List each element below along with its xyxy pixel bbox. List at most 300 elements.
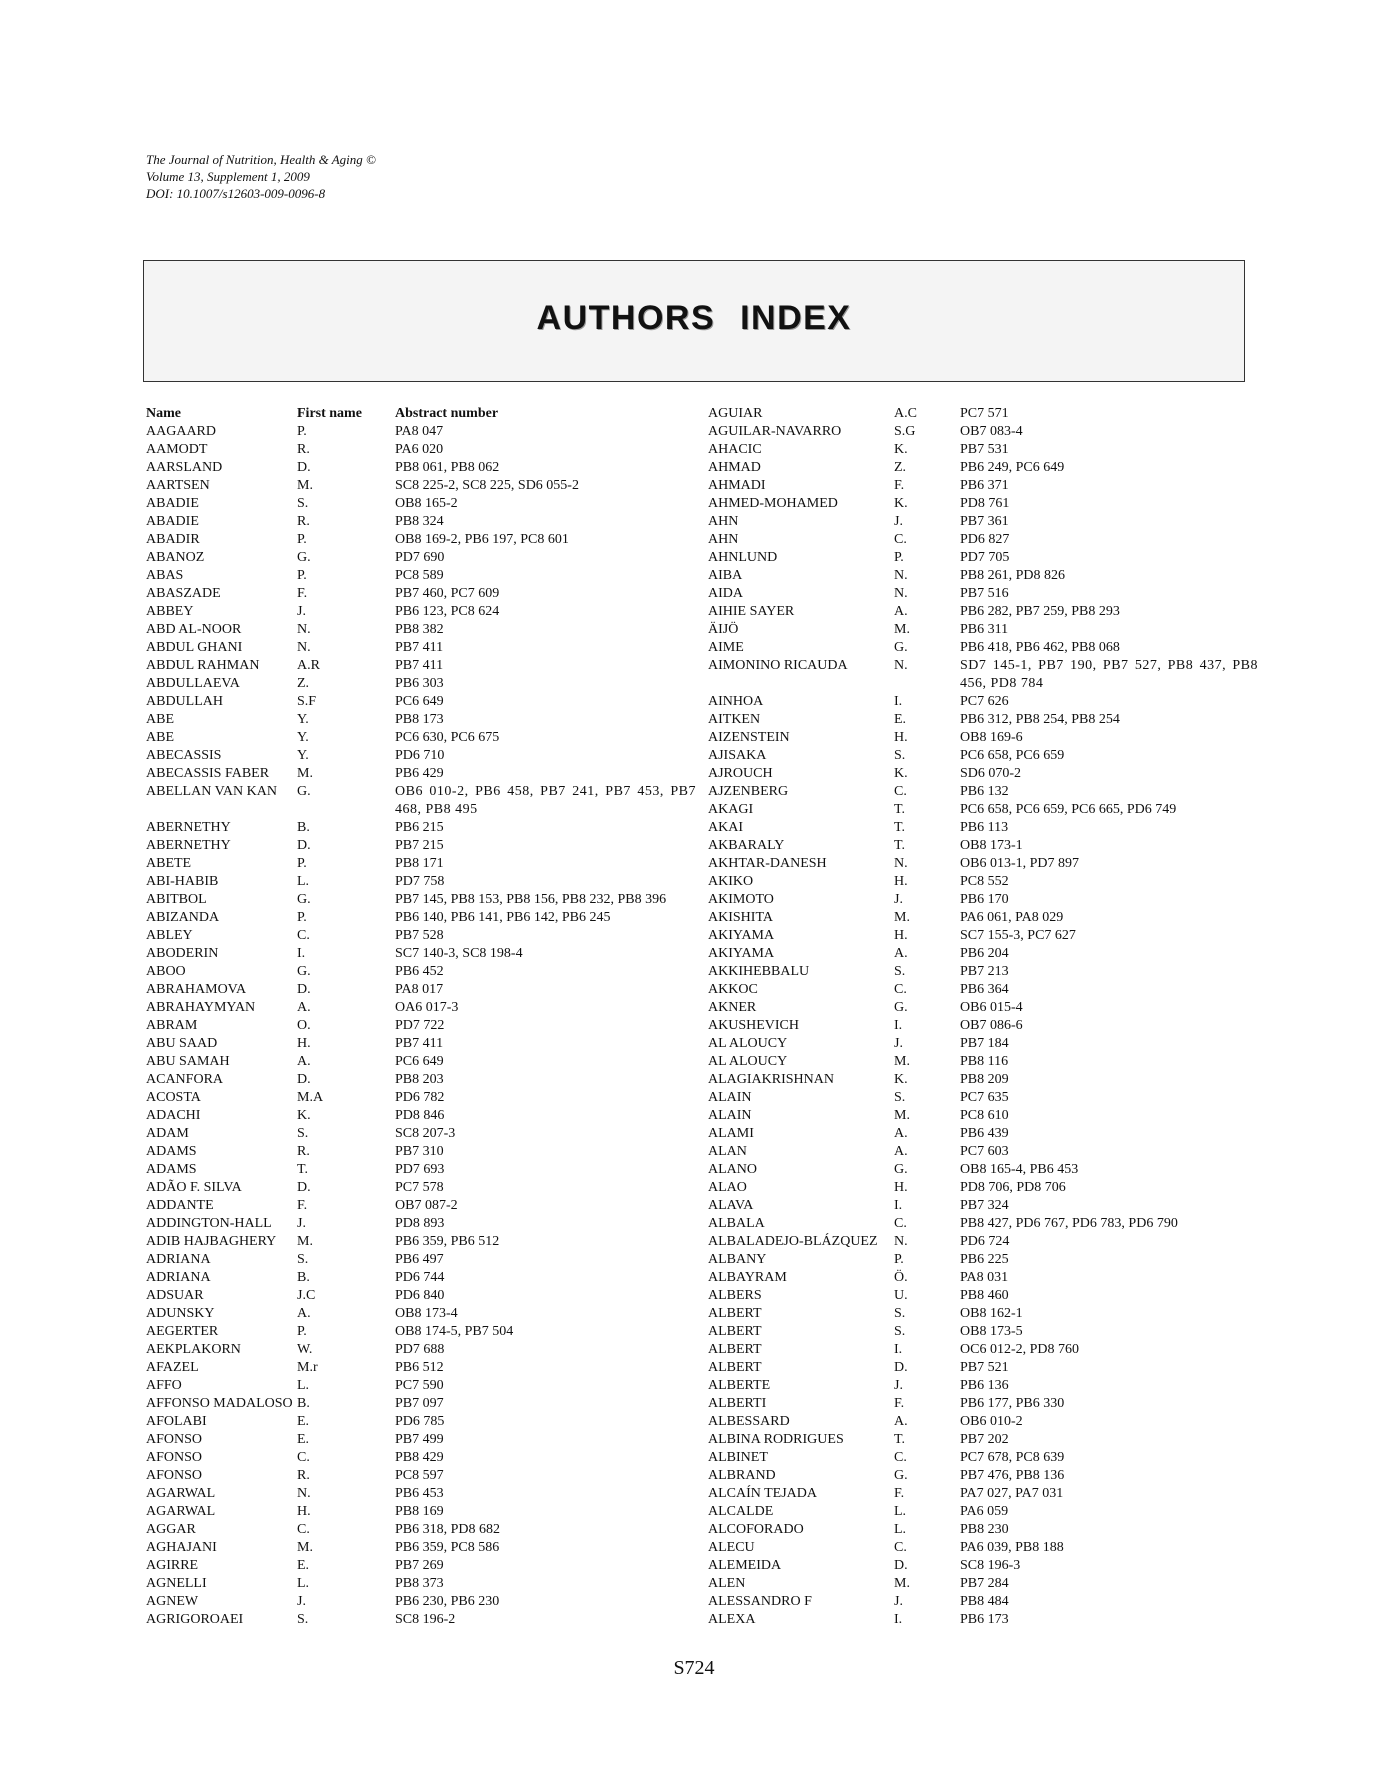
index-entry-row	[146, 657, 696, 675]
author-surname: AHN	[708, 532, 739, 547]
author-initial: A.	[894, 1414, 908, 1429]
abstract-numbers: PB7 202	[960, 1432, 1009, 1447]
abstract-numbers: OB6 010-2, PB6 458, PB7 241, PB7 453, PB7 468, PB8 495	[395, 784, 696, 817]
index-entry-row	[708, 549, 1258, 567]
author-initial: S.	[894, 964, 906, 979]
author-initial: T.	[894, 838, 906, 853]
author-initial: T.	[894, 1432, 906, 1447]
author-initial: I.	[894, 1612, 903, 1627]
author-initial: J.C	[297, 1288, 316, 1303]
author-surname: ABBEY	[146, 604, 194, 619]
author-surname: ALCALDE	[708, 1504, 774, 1519]
header-name: Name	[146, 406, 181, 421]
author-surname: ABOO	[146, 964, 186, 979]
index-entry-row	[708, 1053, 1258, 1071]
author-surname: ADDINGTON-HALL	[146, 1216, 272, 1231]
author-initial: J.	[297, 1594, 306, 1609]
author-initial: A.	[894, 604, 908, 619]
index-entry-row	[146, 1215, 696, 1233]
author-initial: A.	[894, 946, 908, 961]
author-initial: A.	[894, 1144, 908, 1159]
author-initial: N.	[894, 586, 908, 601]
author-initial: L.	[297, 1378, 310, 1393]
index-entry-row	[708, 405, 1258, 423]
abstract-numbers: PB8 429	[395, 1450, 444, 1465]
author-surname: ADAMS	[146, 1144, 197, 1159]
author-initial: M.	[297, 1234, 313, 1249]
abstract-numbers: PD6 782	[395, 1090, 445, 1105]
abstract-numbers: PB7 528	[395, 928, 444, 943]
abstract-numbers: PB6 173	[960, 1612, 1009, 1627]
author-surname: ALAO	[708, 1180, 747, 1195]
abstract-numbers: PB7 460, PC7 609	[395, 586, 500, 601]
abstract-numbers: PD7 705	[960, 550, 1010, 565]
index-entry-row	[708, 1575, 1258, 1593]
index-entry-row	[146, 1071, 696, 1089]
author-initial: P.	[297, 1324, 307, 1339]
author-surname: ALBALA	[708, 1216, 765, 1231]
abstract-numbers: OA6 017-3	[395, 1000, 459, 1015]
author-initial: M.	[894, 1108, 910, 1123]
author-initial: L.	[297, 874, 310, 889]
author-surname: AGGAR	[146, 1522, 196, 1537]
author-initial: P.	[894, 550, 904, 565]
author-initial: I.	[297, 946, 306, 961]
author-initial: C.	[894, 1216, 907, 1231]
index-entry-row	[146, 1017, 696, 1035]
author-surname: ALANO	[708, 1162, 757, 1177]
journal-citation	[146, 151, 376, 202]
author-surname: ABRAHAYMYAN	[146, 1000, 256, 1015]
author-surname: AGUIAR	[708, 406, 763, 421]
abstract-numbers: PB8 230	[960, 1522, 1009, 1537]
index-entry-row	[146, 675, 696, 693]
author-initial: C.	[894, 1450, 907, 1465]
abstract-numbers: PD7 758	[395, 874, 445, 889]
author-initial: F.	[894, 1396, 905, 1411]
index-entry-row	[146, 1359, 696, 1377]
author-surname: AFOLABI	[146, 1414, 207, 1429]
author-surname: AIMONINO RICAUDA	[708, 658, 848, 673]
abstract-numbers: PA6 020	[395, 442, 444, 457]
author-initial: H.	[894, 730, 908, 745]
index-entry-row	[146, 441, 696, 459]
index-entry-row	[708, 495, 1258, 513]
abstract-numbers: PB7 411	[395, 640, 444, 655]
author-initial: F.	[894, 1486, 905, 1501]
index-entry-row	[708, 1089, 1258, 1107]
author-surname: AAGAARD	[146, 424, 216, 439]
author-surname: ADRIANA	[146, 1270, 211, 1285]
index-entry-row	[146, 1197, 696, 1215]
abstract-numbers: SC8 225-2, SC8 225, SD6 055-2	[395, 478, 579, 493]
author-initial: D.	[297, 1072, 311, 1087]
author-surname: ABERNETHY	[146, 820, 231, 835]
author-surname: ALECU	[708, 1540, 755, 1555]
abstract-numbers: PB8 382	[395, 622, 444, 637]
index-column-right	[708, 405, 1258, 1629]
author-initial: S.	[894, 1090, 906, 1105]
author-surname: ALEMEIDA	[708, 1558, 782, 1573]
author-initial: Ö.	[894, 1270, 908, 1285]
abstract-numbers: PB6 303	[395, 676, 444, 691]
index-entry-row	[708, 567, 1258, 585]
author-surname: ABANOZ	[146, 550, 205, 565]
index-entry-row	[146, 639, 696, 657]
abstract-numbers: PB8 173	[395, 712, 444, 727]
author-surname: AKKIHEBBALU	[708, 964, 810, 979]
index-entry-row	[708, 531, 1258, 549]
author-initial: H.	[894, 1180, 908, 1195]
author-initial: F.	[297, 586, 308, 601]
index-entry-row	[708, 639, 1258, 657]
abstract-numbers: PB7 213	[960, 964, 1009, 979]
author-initial: J.	[297, 1216, 306, 1231]
author-initial: G.	[297, 550, 311, 565]
abstract-numbers: PB8 324	[395, 514, 444, 529]
author-surname: ALAMI	[708, 1126, 754, 1141]
journal-doi-line: DOI: 10.1007/s12603-009-0096-8	[146, 186, 326, 201]
index-entry-row	[708, 855, 1258, 873]
author-initial: A.R	[297, 658, 320, 673]
abstract-numbers: PB6 215	[395, 820, 444, 835]
author-surname: AARTSEN	[146, 478, 210, 493]
author-surname: ABODERIN	[146, 946, 219, 961]
author-initial: I.	[894, 694, 903, 709]
author-surname: ADRIANA	[146, 1252, 211, 1267]
author-surname: AKUSHEVICH	[708, 1018, 799, 1033]
abstract-numbers: PC6 658, PC6 659, PC6 665, PD6 749	[960, 802, 1177, 817]
abstract-numbers: PB7 310	[395, 1144, 444, 1159]
index-entry-row	[708, 1035, 1258, 1053]
author-surname: ADUNSKY	[146, 1306, 215, 1321]
author-surname: AGARWAL	[146, 1504, 216, 1519]
journal-title-line: The Journal of Nutrition, Health & Aging ©	[146, 152, 376, 167]
index-entry-row	[146, 1287, 696, 1305]
abstract-numbers: PD6 827	[960, 532, 1010, 547]
index-entry-row	[708, 1503, 1258, 1521]
index-entry-row	[708, 1395, 1258, 1413]
index-entry-row	[146, 1593, 696, 1611]
author-initial: A.	[297, 1054, 311, 1069]
author-surname: ADAMS	[146, 1162, 197, 1177]
author-initial: T.	[894, 802, 906, 817]
author-surname: AHNLUND	[708, 550, 778, 565]
index-entry-row	[146, 1125, 696, 1143]
author-initial: M.	[297, 478, 313, 493]
index-entry-row	[146, 1053, 696, 1071]
abstract-numbers: PC8 552	[960, 874, 1009, 889]
index-column-left	[146, 405, 696, 1629]
author-surname: ALBERTE	[708, 1378, 771, 1393]
abstract-numbers: OB8 173-5	[960, 1324, 1023, 1339]
author-initial: K.	[297, 1108, 311, 1123]
author-surname: ABADIR	[146, 532, 200, 547]
author-initial: F.	[894, 478, 905, 493]
abstract-numbers: OB8 162-1	[960, 1306, 1023, 1321]
index-entry-row	[708, 657, 1258, 693]
author-initial: H.	[894, 928, 908, 943]
index-entry-row	[708, 1125, 1258, 1143]
index-entry-row	[708, 729, 1258, 747]
author-initial: B.	[297, 820, 310, 835]
author-surname: ABD AL-NOOR	[146, 622, 242, 637]
index-entry-row	[146, 1557, 696, 1575]
index-entry-row	[708, 1593, 1258, 1611]
index-entry-row	[708, 1071, 1258, 1089]
author-initial: J.	[894, 1036, 903, 1051]
abstract-numbers: PB6 364	[960, 982, 1009, 997]
author-surname: AIZENSTEIN	[708, 730, 790, 745]
index-entry-row	[146, 927, 696, 945]
index-entry-row	[146, 1089, 696, 1107]
author-surname: ABDULLAEVA	[146, 676, 240, 691]
index-entry-row	[708, 1323, 1258, 1341]
abstract-numbers: OB6 010-2	[960, 1414, 1023, 1429]
abstract-numbers: PB6 359, PB6 512	[395, 1234, 500, 1249]
author-surname: ALBINA RODRIGUES	[708, 1432, 844, 1447]
author-initial: S.	[297, 1612, 309, 1627]
abstract-numbers: PB8 171	[395, 856, 444, 871]
author-initial: M.	[894, 1576, 910, 1591]
index-entry-row	[146, 621, 696, 639]
author-surname: AHMAD	[708, 460, 761, 475]
author-initial: Y.	[297, 748, 309, 763]
index-entry-row	[708, 603, 1258, 621]
author-surname: ADAM	[146, 1126, 189, 1141]
author-initial: P.	[297, 532, 307, 547]
index-entry-row	[146, 495, 696, 513]
abstract-numbers: PB8 203	[395, 1072, 444, 1087]
author-initial: M.	[297, 1540, 313, 1555]
author-initial: U.	[894, 1288, 908, 1303]
index-entry-row	[146, 981, 696, 999]
author-surname: ABASZADE	[146, 586, 221, 601]
author-initial: R.	[297, 1144, 310, 1159]
index-entry-row	[708, 1341, 1258, 1359]
author-initial: K.	[894, 442, 908, 457]
author-initial: T.	[297, 1162, 309, 1177]
abstract-numbers: PC8 589	[395, 568, 444, 583]
author-surname: AIHIE SAYER	[708, 604, 795, 619]
index-entry-row	[146, 1431, 696, 1449]
index-entry-row	[708, 999, 1258, 1017]
index-entry-row	[146, 837, 696, 855]
abstract-numbers: PB7 411	[395, 658, 444, 673]
abstract-numbers: OB8 173-4	[395, 1306, 458, 1321]
author-initial: A.C	[894, 406, 917, 421]
author-surname: AGUILAR-NAVARRO	[708, 424, 842, 439]
author-initial: G.	[894, 1000, 908, 1015]
index-entry-row	[146, 477, 696, 495]
abstract-numbers: PB7 284	[960, 1576, 1009, 1591]
abstract-numbers: OB8 173-1	[960, 838, 1023, 853]
author-surname: ALBERT	[708, 1324, 762, 1339]
abstract-numbers: PB6 132	[960, 784, 1009, 799]
author-surname: AHMED-MOHAMED	[708, 496, 838, 511]
author-initial: S.	[297, 496, 309, 511]
abstract-numbers: OB8 174-5, PB7 504	[395, 1324, 514, 1339]
index-entry-row	[708, 1611, 1258, 1629]
index-entry-row	[708, 621, 1258, 639]
author-initial: L.	[894, 1522, 907, 1537]
abstract-numbers: PB8 061, PB8 062	[395, 460, 500, 475]
abstract-numbers: PB6 113	[960, 820, 1009, 835]
index-entry-row	[708, 1161, 1258, 1179]
author-surname: ALBESSARD	[708, 1414, 790, 1429]
index-entry-row	[146, 459, 696, 477]
abstract-numbers: PD6 710	[395, 748, 445, 763]
author-surname: AINHOA	[708, 694, 764, 709]
author-surname: ALAN	[708, 1144, 747, 1159]
author-initial: S.F	[297, 694, 317, 709]
author-initial: G.	[894, 1162, 908, 1177]
author-surname: AKIYAMA	[708, 928, 775, 943]
index-entry-row	[146, 549, 696, 567]
index-entry-row	[146, 1269, 696, 1287]
author-surname: AKBARALY	[708, 838, 785, 853]
abstract-numbers: PD7 693	[395, 1162, 445, 1177]
author-surname: AARSLAND	[146, 460, 223, 475]
author-surname: ABRAM	[146, 1018, 198, 1033]
abstract-numbers: PA6 061, PA8 029	[960, 910, 1064, 925]
author-surname: AKKOC	[708, 982, 758, 997]
abstract-numbers: PC7 590	[395, 1378, 444, 1393]
abstract-numbers: PB8 484	[960, 1594, 1009, 1609]
author-surname: ABU SAMAH	[146, 1054, 230, 1069]
author-initial: O.	[297, 1018, 311, 1033]
author-initial: G.	[894, 1468, 908, 1483]
abstract-numbers: PA6 039, PB8 188	[960, 1540, 1064, 1555]
author-initial: A.	[894, 1126, 908, 1141]
author-initial: I.	[894, 1342, 903, 1357]
author-initial: C.	[297, 1522, 310, 1537]
abstract-numbers: PD7 690	[395, 550, 445, 565]
author-surname: ABAS	[146, 568, 184, 583]
abstract-numbers: PB6 371	[960, 478, 1009, 493]
index-entry-row	[146, 1467, 696, 1485]
author-surname: ABIZANDA	[146, 910, 220, 925]
author-surname: AHACIC	[708, 442, 762, 457]
author-initial: C.	[297, 1450, 310, 1465]
index-entry-row	[708, 1107, 1258, 1125]
index-entry-row	[146, 1035, 696, 1053]
author-surname: ABRAHAMOVA	[146, 982, 247, 997]
author-initial: E.	[297, 1414, 310, 1429]
author-surname: AHMADI	[708, 478, 766, 493]
index-entry-row	[708, 1287, 1258, 1305]
author-surname: ALCAÍN TEJADA	[708, 1486, 818, 1501]
index-entry-row	[708, 1215, 1258, 1233]
author-initial: D.	[297, 838, 311, 853]
author-initial: E.	[894, 712, 907, 727]
abstract-numbers: PB7 361	[960, 514, 1009, 529]
index-entry-row	[708, 1539, 1258, 1557]
index-entry-row	[708, 783, 1258, 801]
abstract-numbers: PC7 635	[960, 1090, 1009, 1105]
author-surname: ALBRAND	[708, 1468, 776, 1483]
author-initial: I.	[894, 1198, 903, 1213]
author-initial: D.	[297, 1180, 311, 1195]
index-entry-row	[146, 1179, 696, 1197]
author-surname: AIME	[708, 640, 744, 655]
author-surname: ALBALADEJO-BLÁZQUEZ	[708, 1234, 878, 1249]
index-entry-row	[146, 999, 696, 1017]
author-surname: AJISAKA	[708, 748, 767, 763]
index-entry-row	[146, 567, 696, 585]
index-entry-row	[708, 711, 1258, 729]
index-entry-row	[708, 963, 1258, 981]
index-entry-row	[146, 1341, 696, 1359]
abstract-numbers: PD8 846	[395, 1108, 445, 1123]
abstract-numbers: PD6 785	[395, 1414, 445, 1429]
abstract-numbers: PB6 123, PC8 624	[395, 604, 500, 619]
author-surname: ADÃO F. SILVA	[146, 1180, 242, 1195]
abstract-numbers: OB8 169-6	[960, 730, 1023, 745]
author-initial: C.	[297, 928, 310, 943]
index-entry-row	[708, 585, 1258, 603]
author-surname: ACANFORA	[146, 1072, 224, 1087]
index-entry-row	[708, 801, 1258, 819]
author-initial: S.G	[894, 424, 916, 439]
index-entry-row	[146, 1539, 696, 1557]
header-first-name: First name	[297, 406, 362, 421]
author-surname: ALAIN	[708, 1108, 752, 1123]
abstract-numbers: PC6 658, PC6 659	[960, 748, 1065, 763]
author-initial: M.	[297, 766, 313, 781]
author-initial: L.	[894, 1504, 907, 1519]
abstract-numbers: SC8 207-3	[395, 1126, 456, 1141]
abstract-numbers: PB6 312, PB8 254, PB8 254	[960, 712, 1120, 727]
abstract-numbers: PD7 722	[395, 1018, 445, 1033]
abstract-numbers: PB8 261, PD8 826	[960, 568, 1066, 583]
author-initial: N.	[297, 640, 311, 655]
author-initial: K.	[894, 1072, 908, 1087]
author-surname: ABI-HABIB	[146, 874, 219, 889]
author-initial: H.	[297, 1504, 311, 1519]
author-initial: M.	[894, 910, 910, 925]
index-entry-row	[146, 1377, 696, 1395]
author-initial: K.	[894, 496, 908, 511]
author-surname: ALAGIAKRISHNAN	[708, 1072, 834, 1087]
abstract-numbers: PB7 521	[960, 1360, 1009, 1375]
author-surname: AGHAJANI	[146, 1540, 217, 1555]
author-initial: D.	[297, 460, 311, 475]
abstract-numbers: PD8 706, PD8 706	[960, 1180, 1066, 1195]
author-surname: AEGERTER	[146, 1324, 219, 1339]
index-entry-row	[708, 1377, 1258, 1395]
author-surname: ALBERT	[708, 1306, 762, 1321]
index-entry-row	[146, 585, 696, 603]
author-initial: A.	[297, 1000, 311, 1015]
abstract-numbers: OC6 012-2, PD8 760	[960, 1342, 1080, 1357]
index-entry-row	[146, 783, 696, 819]
author-initial: N.	[297, 1486, 311, 1501]
index-entry-row	[146, 1143, 696, 1161]
index-entry-row	[146, 891, 696, 909]
author-initial: C.	[894, 982, 907, 997]
index-entry-row	[146, 963, 696, 981]
author-surname: ABADIE	[146, 496, 199, 511]
author-surname: ADSUAR	[146, 1288, 204, 1303]
index-entry-row	[146, 693, 696, 711]
abstract-numbers: PB8 169	[395, 1504, 444, 1519]
index-entry-row	[146, 513, 696, 531]
author-initial: M.r	[297, 1360, 318, 1375]
author-surname: ALBAYRAM	[708, 1270, 787, 1285]
abstract-numbers: PB6 311	[960, 622, 1009, 637]
index-entry-row	[708, 909, 1258, 927]
